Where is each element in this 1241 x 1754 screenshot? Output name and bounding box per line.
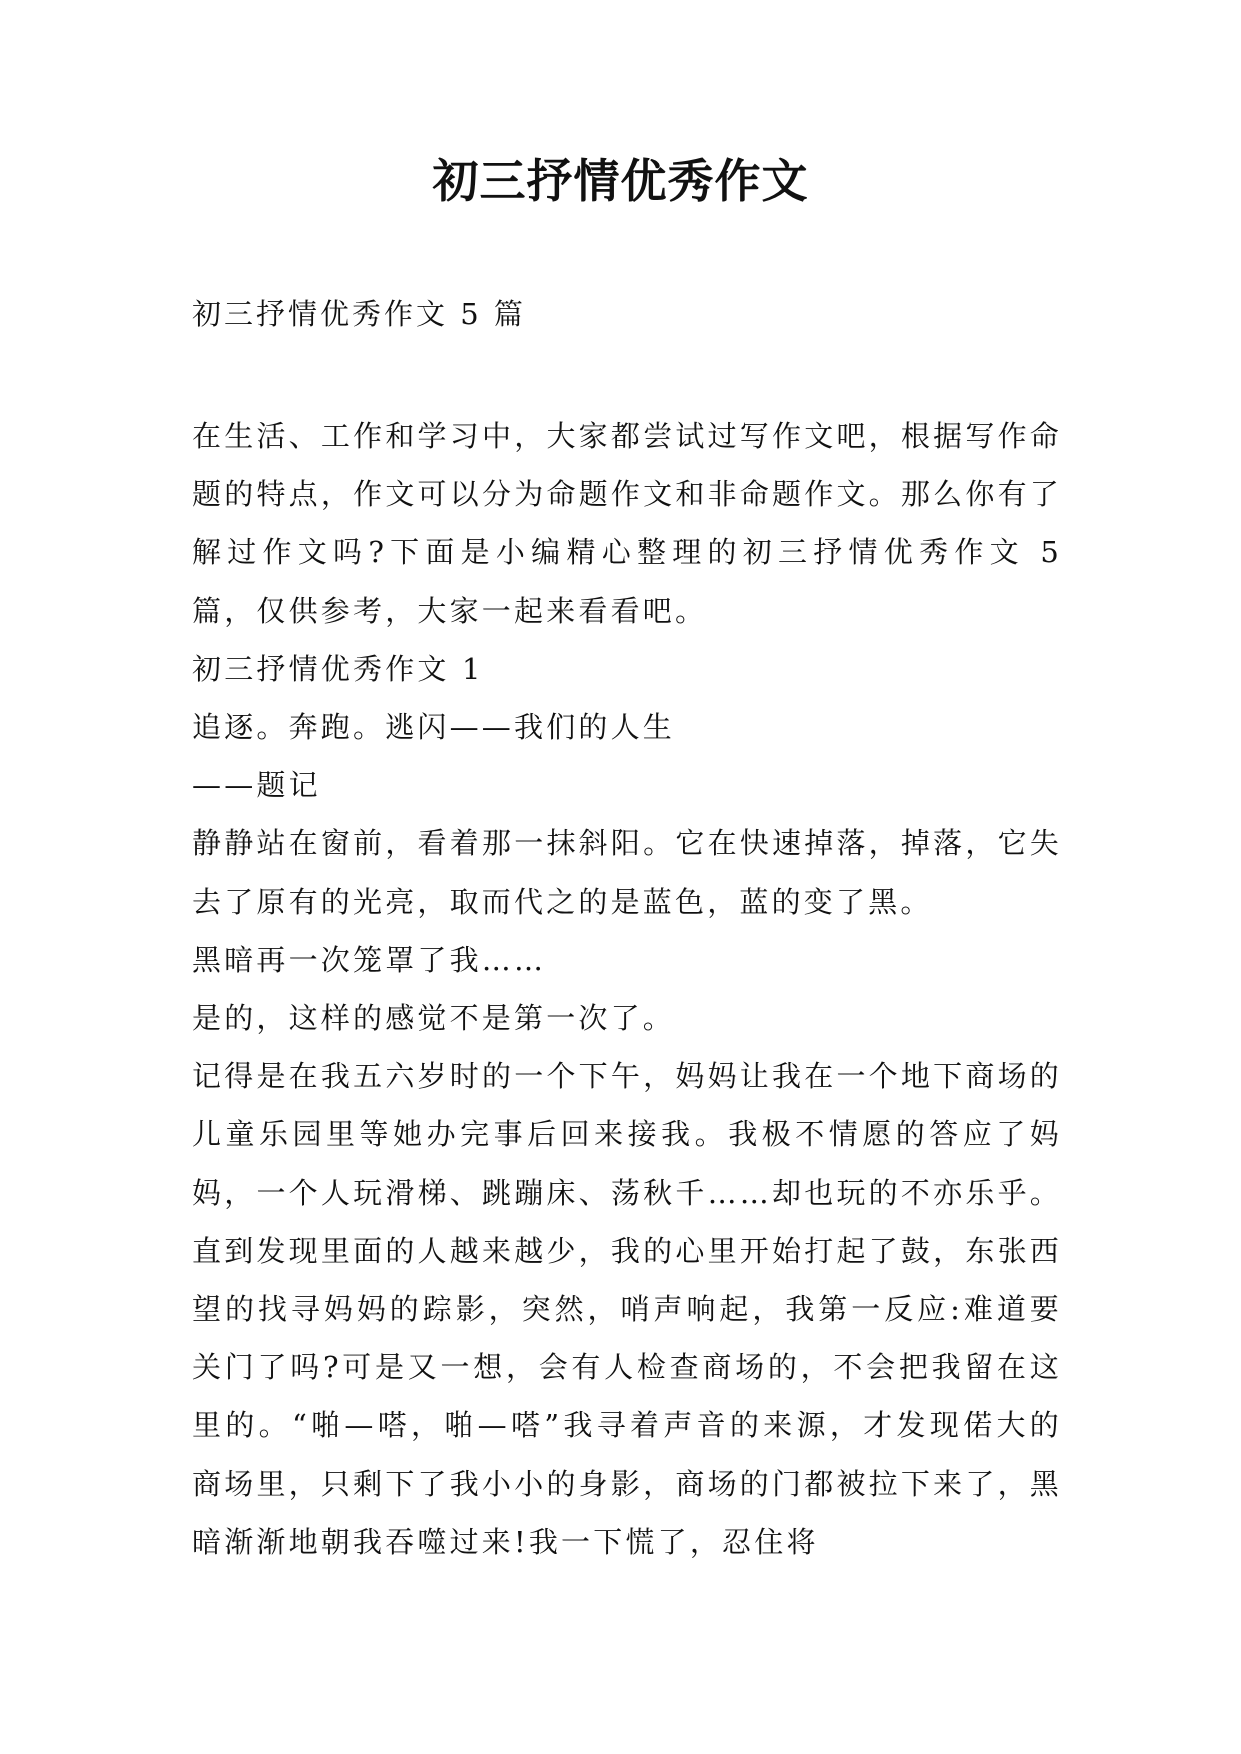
body-paragraph: 记得是在我五六岁时的一个下午，妈妈让我在一个地下商场的儿童乐园里等她办完事后回来接我。我极不情愿的答应了妈妈，一个人玩滑梯、跳蹦床、荡秋千……却也玩的不亦乐乎。直到发现里面的人越来越少，我的心里开始打起了鼓，东张西望的找寻妈妈的踪影，突然，哨声响起，我第一反应:难道要关门了吗?可是又一想，会有人检查商场的，不会把我留在这里的。“啪—嗒，啪—嗒”我寻着声音的来源，才发现偌大的商场里，只剩下了我小小的身影，商场的门都被拉下来了，黑暗渐渐地朝我吞噬过来!我一下慌了，忍住将 xyxy=(192,1059,1062,1559)
document-subtitle: 初三抒情优秀作文 5 篇 xyxy=(192,297,526,331)
body-paragraph: 是的，这样的感觉不是第一次了。 xyxy=(192,1001,676,1036)
body-paragraph: 静静站在窗前，看着那一抹斜阳。它在快速掉落，掉落，它失去了原有的光亮，取而代之的是蓝色，蓝的变了黑。 xyxy=(192,826,1062,919)
document-body xyxy=(192,407,1062,1571)
epigraph-attribution: ——题记 xyxy=(192,768,321,803)
body-paragraph: 黑暗再一次笼罩了我…… xyxy=(192,942,547,977)
intro-paragraph: 在生活、工作和学习中，大家都尝试过写作文吧，根据写作命题的特点，作文可以分为命题作文和非命题作文。那么你有了解过作文吗?下面是小编精心整理的初三抒情优秀作文 5 篇，仅供参考，大家一起来看看吧。 xyxy=(192,419,1062,628)
document-title: 初三抒情优秀作文 xyxy=(432,154,809,208)
essay-heading: 初三抒情优秀作文 1 xyxy=(192,651,484,686)
essay-epigraph: 追逐。奔跑。逃闪——我们的人生 xyxy=(192,710,676,745)
